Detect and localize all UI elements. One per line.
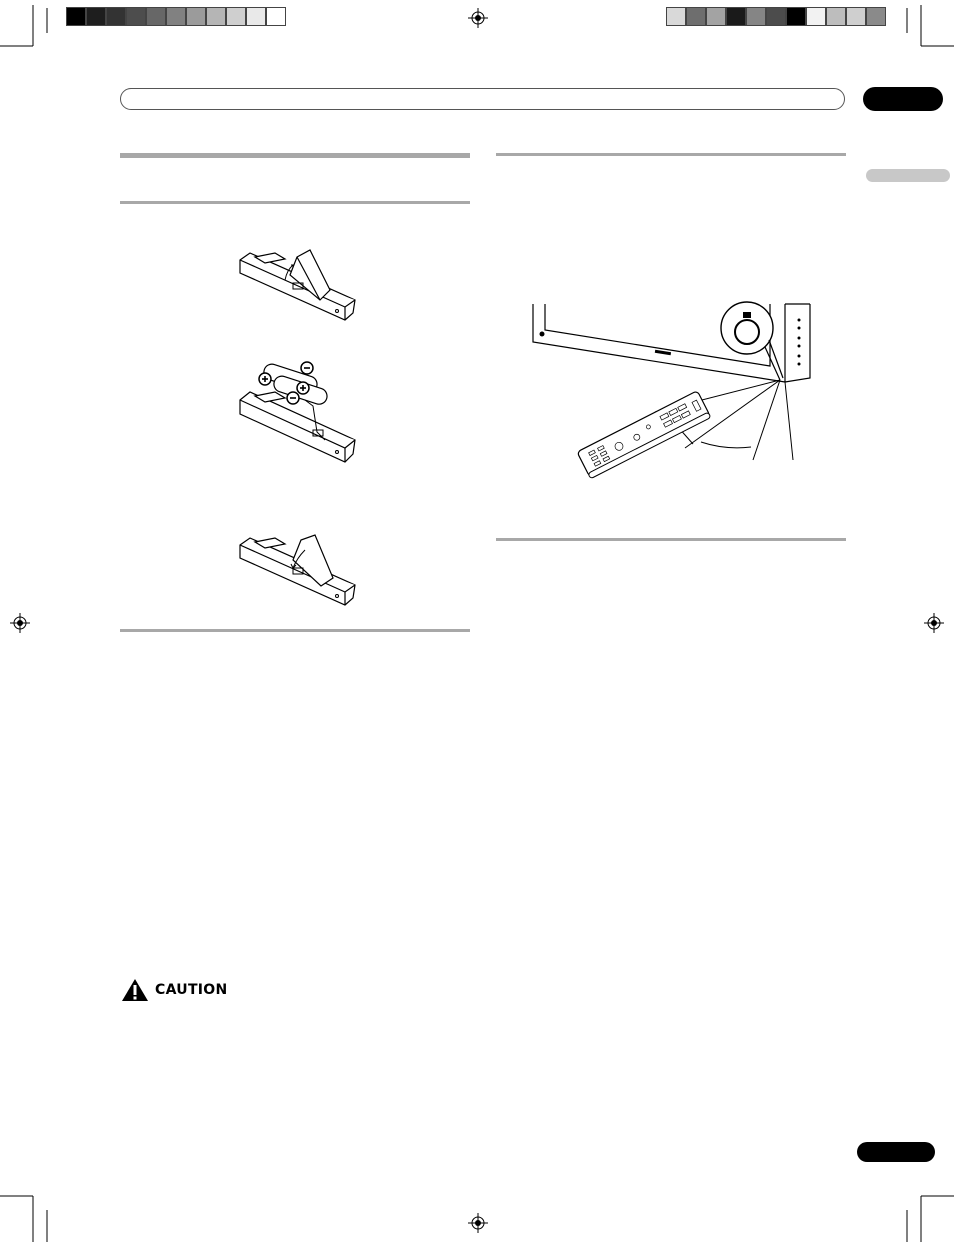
section-rule-top-right xyxy=(496,153,846,156)
remote-battery-cover-open-icon xyxy=(235,245,365,335)
running-header xyxy=(120,88,845,110)
remote-battery-insert-icon xyxy=(235,362,365,472)
chapter-tab xyxy=(863,87,943,111)
caution-heading xyxy=(121,978,228,1002)
registration-mark-icon xyxy=(468,1213,488,1233)
registration-mark-icon xyxy=(468,8,488,28)
remote-operating-range-illustration xyxy=(525,300,825,535)
caution-label: CAUTION xyxy=(155,982,228,998)
language-tab xyxy=(866,169,950,182)
page-number-tab xyxy=(857,1142,935,1162)
warning-triangle-icon xyxy=(121,978,149,1002)
registration-mark-icon xyxy=(924,613,944,633)
subsection-rule-left-lower xyxy=(120,629,470,632)
subsection-rule-right xyxy=(496,538,846,541)
subsection-rule-left xyxy=(120,201,470,204)
section-rule-top-left xyxy=(120,153,470,158)
registration-mark-icon xyxy=(10,613,30,633)
remote-battery-cover-close-icon xyxy=(235,530,365,620)
